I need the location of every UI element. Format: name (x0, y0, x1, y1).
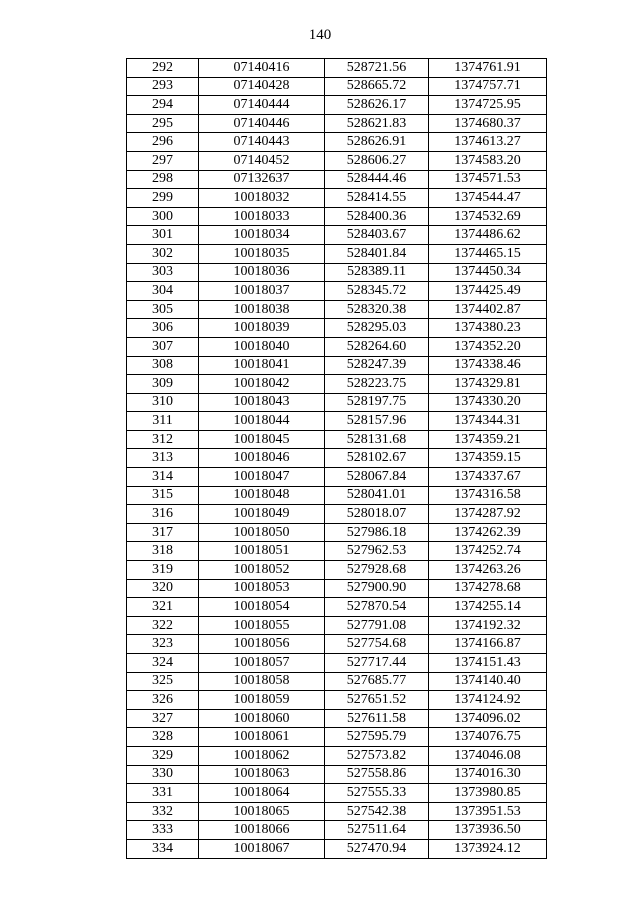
table-row (127, 672, 547, 691)
point-id-cell: 10018039 (199, 319, 325, 338)
point-number-cell: 300 (127, 207, 199, 226)
x-coordinate-cell: 528721.56 (325, 59, 429, 78)
point-id-cell: 10018054 (199, 598, 325, 617)
point-number-cell: 313 (127, 449, 199, 468)
table-row (127, 709, 547, 728)
point-id-cell: 10018055 (199, 616, 325, 635)
y-coordinate-cell: 1374486.62 (429, 226, 547, 245)
point-id-cell: 07140428 (199, 77, 325, 96)
table-row (127, 96, 547, 115)
x-coordinate-cell: 527555.33 (325, 784, 429, 803)
point-id-cell: 10018053 (199, 579, 325, 598)
y-coordinate-cell: 1374583.20 (429, 151, 547, 170)
point-number-cell: 320 (127, 579, 199, 598)
point-number-cell: 296 (127, 133, 199, 152)
point-number-cell: 329 (127, 746, 199, 765)
point-id-cell: 10018067 (199, 839, 325, 858)
x-coordinate-cell: 528400.36 (325, 207, 429, 226)
x-coordinate-cell: 528131.68 (325, 430, 429, 449)
point-number-cell: 324 (127, 654, 199, 673)
x-coordinate-cell: 527595.79 (325, 728, 429, 747)
point-number-cell: 334 (127, 839, 199, 858)
y-coordinate-cell: 1374544.47 (429, 189, 547, 208)
point-id-cell: 10018050 (199, 523, 325, 542)
point-id-cell: 10018044 (199, 412, 325, 431)
table-row (127, 189, 547, 208)
point-id-cell: 07140444 (199, 96, 325, 115)
point-id-cell: 10018033 (199, 207, 325, 226)
point-number-cell: 306 (127, 319, 199, 338)
x-coordinate-cell: 528403.67 (325, 226, 429, 245)
x-coordinate-cell: 528320.38 (325, 300, 429, 319)
point-id-cell: 10018036 (199, 263, 325, 282)
x-coordinate-cell: 528389.11 (325, 263, 429, 282)
y-coordinate-cell: 1374262.39 (429, 523, 547, 542)
table-row (127, 839, 547, 858)
point-id-cell: 10018064 (199, 784, 325, 803)
x-coordinate-cell: 527685.77 (325, 672, 429, 691)
x-coordinate-cell: 528626.91 (325, 133, 429, 152)
table-row (127, 635, 547, 654)
point-id-cell: 10018060 (199, 709, 325, 728)
x-coordinate-cell: 528041.01 (325, 486, 429, 505)
point-number-cell: 292 (127, 59, 199, 78)
table-row (127, 244, 547, 263)
table-row (127, 263, 547, 282)
point-number-cell: 333 (127, 821, 199, 840)
y-coordinate-cell: 1374140.40 (429, 672, 547, 691)
x-coordinate-cell: 527611.58 (325, 709, 429, 728)
table-row (127, 691, 547, 710)
table-row (127, 654, 547, 673)
table-row (127, 207, 547, 226)
point-id-cell: 10018061 (199, 728, 325, 747)
point-id-cell: 10018035 (199, 244, 325, 263)
y-coordinate-cell: 1374192.32 (429, 616, 547, 635)
point-id-cell: 10018032 (199, 189, 325, 208)
x-coordinate-cell: 527754.68 (325, 635, 429, 654)
table-row (127, 598, 547, 617)
x-coordinate-cell: 528606.27 (325, 151, 429, 170)
table-row (127, 784, 547, 803)
x-coordinate-cell: 528295.03 (325, 319, 429, 338)
point-number-cell: 304 (127, 282, 199, 301)
point-id-cell: 10018048 (199, 486, 325, 505)
x-coordinate-cell: 527470.94 (325, 839, 429, 858)
x-coordinate-cell: 528247.39 (325, 356, 429, 375)
point-number-cell: 315 (127, 486, 199, 505)
x-coordinate-cell: 527986.18 (325, 523, 429, 542)
point-id-cell: 10018037 (199, 282, 325, 301)
x-coordinate-cell: 528621.83 (325, 114, 429, 133)
point-number-cell: 330 (127, 765, 199, 784)
x-coordinate-cell: 527791.08 (325, 616, 429, 635)
y-coordinate-cell: 1374124.92 (429, 691, 547, 710)
table-row (127, 542, 547, 561)
point-id-cell: 10018045 (199, 430, 325, 449)
point-id-cell: 07140446 (199, 114, 325, 133)
table-row (127, 300, 547, 319)
table-row (127, 616, 547, 635)
y-coordinate-cell: 1374402.87 (429, 300, 547, 319)
table-body (127, 59, 547, 859)
point-number-cell: 318 (127, 542, 199, 561)
table-row (127, 728, 547, 747)
x-coordinate-cell: 528067.84 (325, 468, 429, 487)
x-coordinate-cell: 527651.52 (325, 691, 429, 710)
y-coordinate-cell: 1374278.68 (429, 579, 547, 598)
y-coordinate-cell: 1374329.81 (429, 375, 547, 394)
point-id-cell: 10018059 (199, 691, 325, 710)
y-coordinate-cell: 1374252.74 (429, 542, 547, 561)
y-coordinate-cell: 1374380.23 (429, 319, 547, 338)
point-id-cell: 10018043 (199, 393, 325, 412)
y-coordinate-cell: 1374359.15 (429, 449, 547, 468)
point-number-cell: 310 (127, 393, 199, 412)
point-id-cell: 10018052 (199, 561, 325, 580)
table-row (127, 486, 547, 505)
table-row (127, 765, 547, 784)
x-coordinate-cell: 528626.17 (325, 96, 429, 115)
point-number-cell: 307 (127, 337, 199, 356)
table-row (127, 337, 547, 356)
x-coordinate-cell: 528401.84 (325, 244, 429, 263)
x-coordinate-cell: 527928.68 (325, 561, 429, 580)
table-row (127, 393, 547, 412)
x-coordinate-cell: 527573.82 (325, 746, 429, 765)
point-id-cell: 10018046 (199, 449, 325, 468)
point-number-cell: 303 (127, 263, 199, 282)
point-id-cell: 07140452 (199, 151, 325, 170)
point-number-cell: 327 (127, 709, 199, 728)
point-number-cell: 309 (127, 375, 199, 394)
point-id-cell: 10018038 (199, 300, 325, 319)
point-id-cell: 10018041 (199, 356, 325, 375)
point-number-cell: 297 (127, 151, 199, 170)
y-coordinate-cell: 1374263.26 (429, 561, 547, 580)
x-coordinate-cell: 527962.53 (325, 542, 429, 561)
x-coordinate-cell: 528444.46 (325, 170, 429, 189)
x-coordinate-cell: 527558.86 (325, 765, 429, 784)
point-id-cell: 10018040 (199, 337, 325, 356)
x-coordinate-cell: 528018.07 (325, 505, 429, 524)
y-coordinate-cell: 1374450.34 (429, 263, 547, 282)
point-number-cell: 301 (127, 226, 199, 245)
table-row (127, 375, 547, 394)
table-row (127, 133, 547, 152)
point-number-cell: 294 (127, 96, 199, 115)
point-number-cell: 295 (127, 114, 199, 133)
y-coordinate-cell: 1373980.85 (429, 784, 547, 803)
point-id-cell: 10018065 (199, 802, 325, 821)
point-number-cell: 299 (127, 189, 199, 208)
point-number-cell: 305 (127, 300, 199, 319)
x-coordinate-cell: 528157.96 (325, 412, 429, 431)
point-number-cell: 311 (127, 412, 199, 431)
point-number-cell: 314 (127, 468, 199, 487)
point-number-cell: 323 (127, 635, 199, 654)
point-id-cell: 10018049 (199, 505, 325, 524)
point-id-cell: 10018047 (199, 468, 325, 487)
point-number-cell: 321 (127, 598, 199, 617)
coordinates-table (126, 58, 547, 859)
point-number-cell: 328 (127, 728, 199, 747)
y-coordinate-cell: 1374757.71 (429, 77, 547, 96)
page-number: 140 (308, 27, 332, 43)
y-coordinate-cell: 1374359.21 (429, 430, 547, 449)
table-row (127, 449, 547, 468)
table-row (127, 579, 547, 598)
point-id-cell: 10018056 (199, 635, 325, 654)
table-row (127, 412, 547, 431)
point-number-cell: 332 (127, 802, 199, 821)
y-coordinate-cell: 1374338.46 (429, 356, 547, 375)
y-coordinate-cell: 1374571.53 (429, 170, 547, 189)
point-number-cell: 325 (127, 672, 199, 691)
table-row (127, 59, 547, 78)
y-coordinate-cell: 1374532.69 (429, 207, 547, 226)
point-id-cell: 10018058 (199, 672, 325, 691)
y-coordinate-cell: 1374076.75 (429, 728, 547, 747)
y-coordinate-cell: 1374352.20 (429, 337, 547, 356)
point-id-cell: 10018063 (199, 765, 325, 784)
point-number-cell: 319 (127, 561, 199, 580)
table-row (127, 802, 547, 821)
point-number-cell: 331 (127, 784, 199, 803)
x-coordinate-cell: 527870.54 (325, 598, 429, 617)
point-number-cell: 302 (127, 244, 199, 263)
y-coordinate-cell: 1374725.95 (429, 96, 547, 115)
point-number-cell: 322 (127, 616, 199, 635)
table-row (127, 505, 547, 524)
y-coordinate-cell: 1374046.08 (429, 746, 547, 765)
y-coordinate-cell: 1374166.87 (429, 635, 547, 654)
table-row (127, 319, 547, 338)
y-coordinate-cell: 1374330.20 (429, 393, 547, 412)
y-coordinate-cell: 1374465.15 (429, 244, 547, 263)
y-coordinate-cell: 1374151.43 (429, 654, 547, 673)
x-coordinate-cell: 527542.38 (325, 802, 429, 821)
y-coordinate-cell: 1374316.58 (429, 486, 547, 505)
table-row (127, 114, 547, 133)
table-row (127, 151, 547, 170)
x-coordinate-cell: 527511.64 (325, 821, 429, 840)
table-row (127, 523, 547, 542)
x-coordinate-cell: 528264.60 (325, 337, 429, 356)
table-row (127, 430, 547, 449)
y-coordinate-cell: 1374344.31 (429, 412, 547, 431)
table-row (127, 77, 547, 96)
y-coordinate-cell: 1374287.92 (429, 505, 547, 524)
point-id-cell: 07132637 (199, 170, 325, 189)
y-coordinate-cell: 1374761.91 (429, 59, 547, 78)
y-coordinate-cell: 1374337.67 (429, 468, 547, 487)
point-id-cell: 10018066 (199, 821, 325, 840)
table-row (127, 282, 547, 301)
point-number-cell: 308 (127, 356, 199, 375)
y-coordinate-cell: 1374096.02 (429, 709, 547, 728)
y-coordinate-cell: 1374680.37 (429, 114, 547, 133)
table-row (127, 821, 547, 840)
y-coordinate-cell: 1373936.50 (429, 821, 547, 840)
table-row (127, 356, 547, 375)
table-row (127, 226, 547, 245)
point-id-cell: 10018057 (199, 654, 325, 673)
table-row (127, 468, 547, 487)
point-number-cell: 312 (127, 430, 199, 449)
x-coordinate-cell: 528665.72 (325, 77, 429, 96)
point-id-cell: 10018034 (199, 226, 325, 245)
point-id-cell: 07140443 (199, 133, 325, 152)
x-coordinate-cell: 528197.75 (325, 393, 429, 412)
point-id-cell: 07140416 (199, 59, 325, 78)
point-id-cell: 10018042 (199, 375, 325, 394)
table-row (127, 170, 547, 189)
y-coordinate-cell: 1373951.53 (429, 802, 547, 821)
point-id-cell: 10018051 (199, 542, 325, 561)
x-coordinate-cell: 528102.67 (325, 449, 429, 468)
point-number-cell: 317 (127, 523, 199, 542)
x-coordinate-cell: 527900.90 (325, 579, 429, 598)
table-row (127, 746, 547, 765)
point-id-cell: 10018062 (199, 746, 325, 765)
y-coordinate-cell: 1374425.49 (429, 282, 547, 301)
table-row (127, 561, 547, 580)
point-number-cell: 298 (127, 170, 199, 189)
x-coordinate-cell: 528223.75 (325, 375, 429, 394)
point-number-cell: 316 (127, 505, 199, 524)
x-coordinate-cell: 527717.44 (325, 654, 429, 673)
y-coordinate-cell: 1373924.12 (429, 839, 547, 858)
x-coordinate-cell: 528414.55 (325, 189, 429, 208)
y-coordinate-cell: 1374016.30 (429, 765, 547, 784)
point-number-cell: 293 (127, 77, 199, 96)
point-number-cell: 326 (127, 691, 199, 710)
x-coordinate-cell: 528345.72 (325, 282, 429, 301)
y-coordinate-cell: 1374255.14 (429, 598, 547, 617)
y-coordinate-cell: 1374613.27 (429, 133, 547, 152)
